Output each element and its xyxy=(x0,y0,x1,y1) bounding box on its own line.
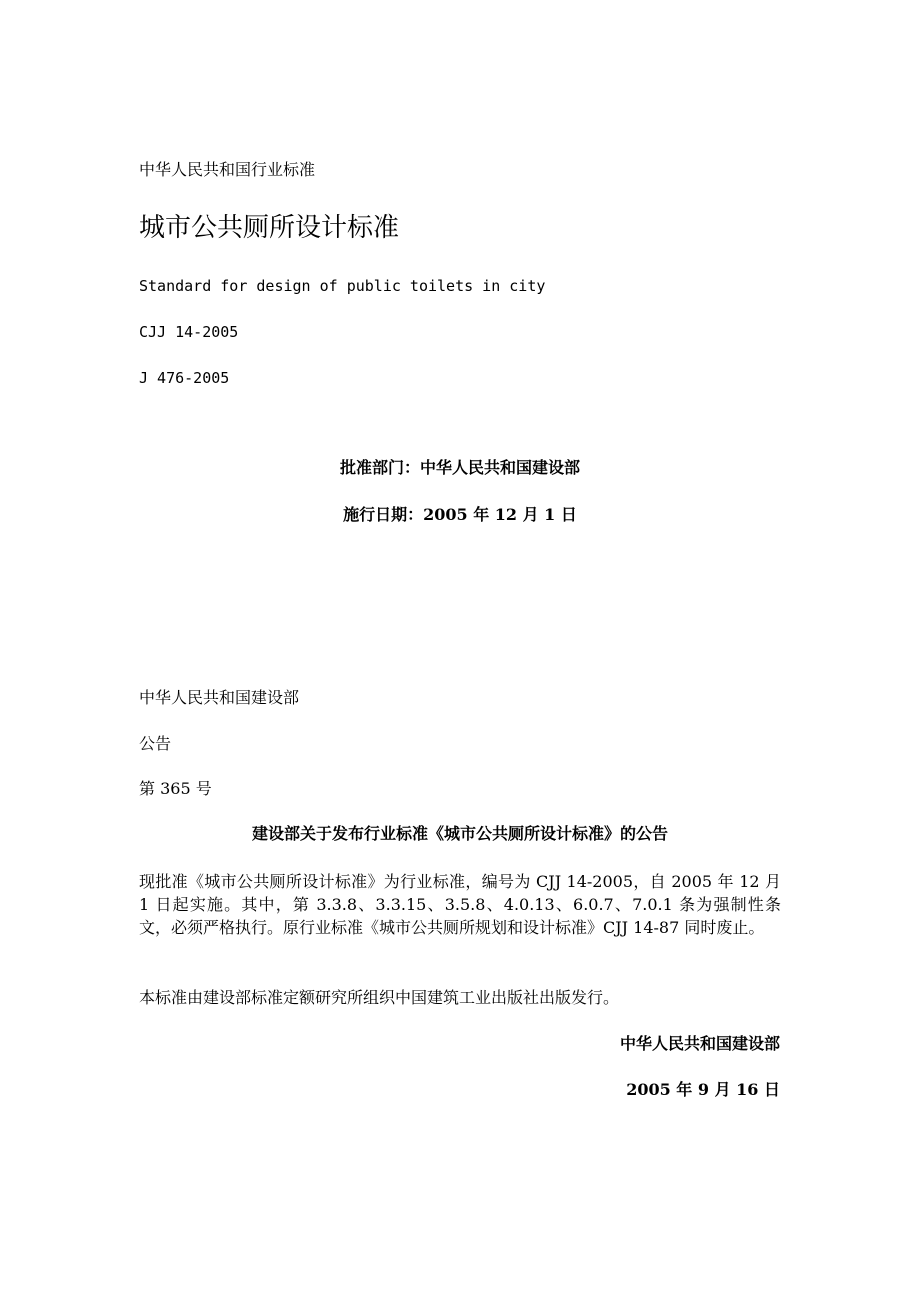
announcement-type: 公告 xyxy=(139,734,172,753)
effective-date: 施行日期：2005 年 12 月 1 日 xyxy=(343,505,577,524)
announcement-issuer: 中华人民共和国建设部 xyxy=(139,688,300,707)
announcement-signature: 中华人民共和国建设部 xyxy=(619,1034,780,1053)
announcement-paragraph-2: 本标准由建设部标准定额研究所组织中国建筑工业出版社出版发行。 xyxy=(139,988,620,1007)
english-title: Standard for design of public toilets in city xyxy=(139,277,546,295)
approval-department: 批准部门：中华人民共和国建设部 xyxy=(339,458,580,477)
standard-category: 中华人民共和国行业标准 xyxy=(139,160,316,179)
announcement-heading: 建设部关于发布行业标准《城市公共厕所设计标准》的公告 xyxy=(251,824,668,843)
record-number: J 476-2005 xyxy=(139,369,230,387)
announcement-number: 第 365 号 xyxy=(139,779,212,798)
standard-code: CJJ 14-2005 xyxy=(139,323,239,341)
announcement-sign-date: 2005 年 9 月 16 日 xyxy=(626,1080,780,1099)
announcement-paragraph-1: 现批准《城市公共厕所设计标准》为行业标准，编号为 CJJ 14-2005，自 2005 年 12 月 1 日起实施。其中，第 3.3.8、3.3.15、3.5.8、4.0.13、6.0.7、7.0.1 条为强制性条文，必须严格执行。原行业标准《城市公共厕所规划和设计标准》CJJ 14-87 同时废止。 xyxy=(139,872,781,937)
document-title: 城市公共厕所设计标准 xyxy=(139,213,400,243)
